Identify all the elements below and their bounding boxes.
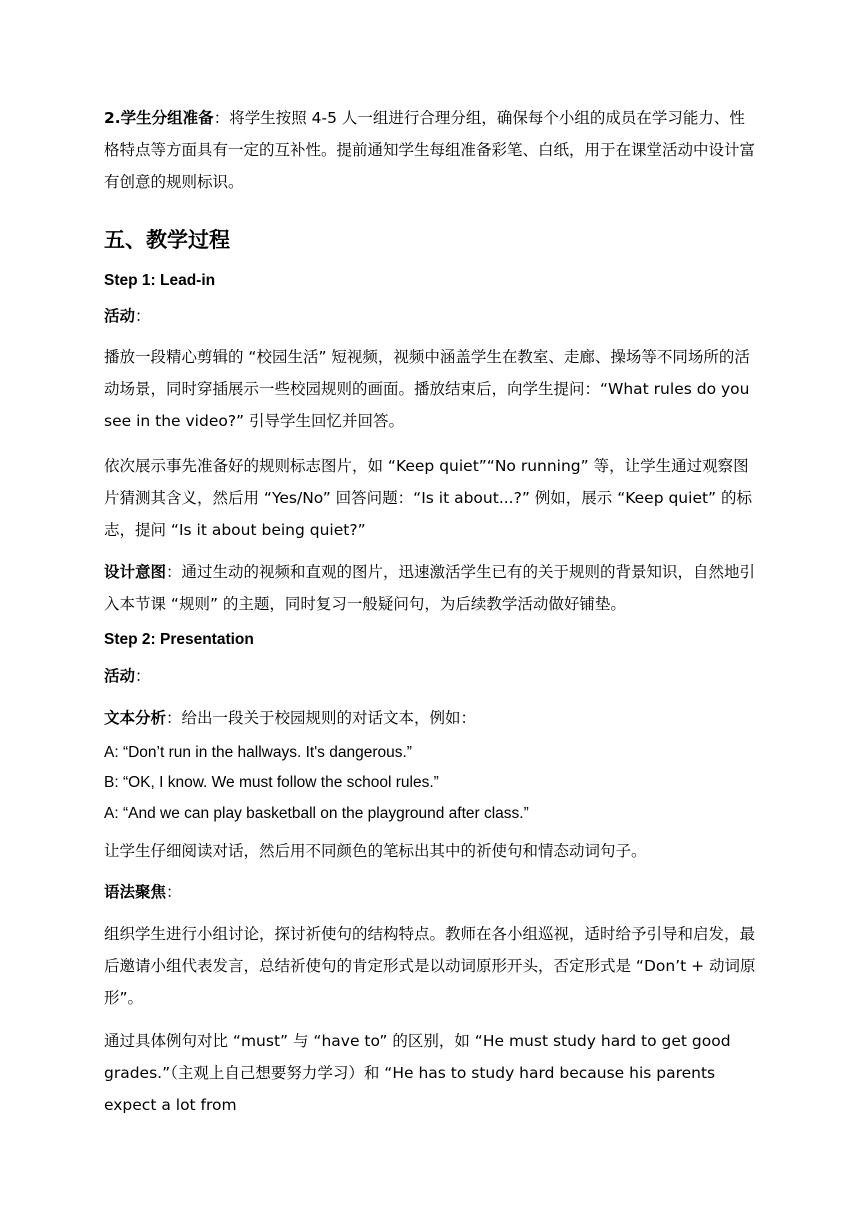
text-analysis-paragraph: [104, 702, 760, 734]
dialogue-line: B: “OK, I know. We must follow the school rules.”: [104, 774, 439, 791]
section-title: 五、教学过程: [104, 228, 230, 252]
group-prep-text: ：将学生按照 4-5 人一组进行合理分组，确保每个小组的成员在学习能力、性格特点等方面具有一定的互补性。提前通知学生每组准备彩笔、白纸，用于在课堂活动中设计富有创意的规则标识。: [104, 109, 756, 191]
text-analysis-label: 文本分析: [104, 709, 167, 727]
step2-activity-label: 活动：: [104, 667, 151, 685]
step2-heading: Step 2: Presentation: [104, 631, 254, 648]
dialogue-line: A: “Don’t run in the hallways. It's dangerous.”: [104, 744, 412, 761]
design-intent-text: ：通过生动的视频和直观的图片，迅速激活学生已有的关于规则的背景知识，自然地引入本节课 “规则” 的主题，同时复习一般疑问句，为后续教学活动做好铺垫。: [104, 563, 756, 613]
grammar-focus-label: 语法聚焦：: [104, 883, 182, 901]
group-prep-label: 2.学生分组准备: [104, 109, 214, 127]
text-analysis-intro: ：给出一段关于校园规则的对话文本，例如：: [166, 709, 477, 727]
step1-paragraph-signs: 依次展示事先准备好的规则标志图片，如 “Keep quiet”“No running” 等，让学生通过观察图片猜测其含义，然后用 “Yes/No” 回答问题：“Is it about...?” 例如，展示 “Keep quiet” 的标志，提问 “Is it about being quiet?”: [104, 457, 753, 539]
step1-heading: Step 1: Lead-in: [104, 272, 216, 289]
step1-activity-label: 活动：: [104, 307, 151, 325]
group-prep-paragraph: [104, 102, 760, 198]
grammar-paragraph-imperative: 组织学生进行小组讨论，探讨祈使句的结构特点。教师在各小组巡视，适时给予引导和启发，最后邀请小组代表发言，总结祈使句的肯定形式是以动词原形开头，否定形式是 “Don’t + 动词原形”。: [104, 925, 756, 1007]
step1-design-intent: [104, 556, 760, 620]
dialogue-line: A: “And we can play basketball on the playground after class.”: [104, 805, 529, 822]
reading-instruction: 让学生仔细阅读对话，然后用不同颜色的笔标出其中的祈使句和情态动词句子。: [104, 842, 647, 860]
design-intent-label: 设计意图: [104, 563, 167, 581]
grammar-paragraph-modal: 通过具体例句对比 “must” 与 “have to” 的区别，如 “He must study hard to get good grades.”（主观上自己想要努力学习）和 “He has to study hard because his parents expect a lot from: [104, 1032, 731, 1114]
step1-paragraph-video: 播放一段精心剪辑的 “校园生活” 短视频，视频中涵盖学生在教室、走廊、操场等不同场所的活动场景，同时穿插展示一些校园规则的画面。播放结束后，向学生提问：“What rules do you see in the video?” 引导学生回忆并回答。: [104, 348, 750, 430]
